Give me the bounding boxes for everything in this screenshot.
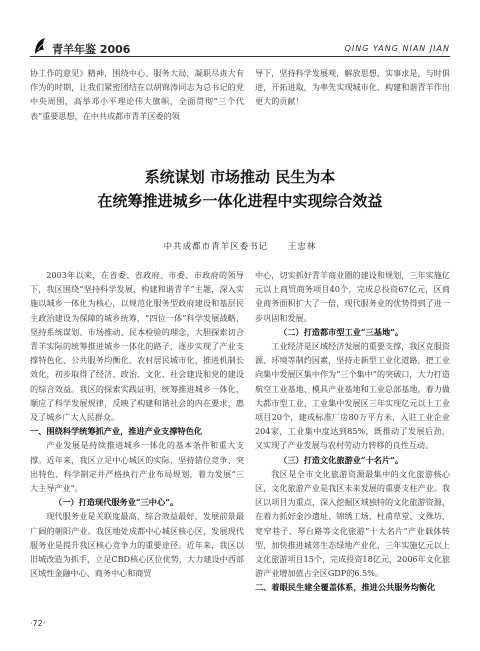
article-title-line-1: 系统谋划 市场推动 民生为本 bbox=[144, 168, 336, 186]
body-paragraph: 2003年以来，在省委、省政府、市委、市政府的领导下，我区围绕“坚持科学发展，构建和谐青羊”主题，深入实施以城乡一体化为核心，以规范化服务型政府建设和基层民主政治建设为保障的城乡统筹，“四位一体”科学发展战略，坚持系统谋划、市场推动、民本检验的理念，大胆探索切合青羊实际的统筹推进城乡一体化的路子，逐步实现了产业支撑特色化、公共服务均衡化、农村居民城市化、推进机制长效化，初步取得了经济、政治、文化、社会建设和党的建设的综合效益。我区的探索实践证明，统筹推进城乡一体化，顺应了科学发展规律，反映了构建和谐社会的内在要求，惠及了城乡广大人民群众。 bbox=[30, 270, 244, 423]
subsection-heading: （二）打造都市型工业“三基地”。 bbox=[279, 326, 404, 337]
previous-article-right-column bbox=[255, 66, 450, 109]
body-paragraph-continued: 中心，切实抓好青羊商业圈的建设和规划，三年实施亿元以上商贸商务项目40个，完成总投资67亿元，区商业商务面积扩大了一倍，现代服务业的优势得到了进一步巩固和发展。 bbox=[255, 270, 450, 323]
journal-header-right: QING YANG NIAN JIAN bbox=[344, 44, 450, 53]
previous-article-text: 导下，坚持科学发展观，解放思想，实事求是，与时俱进，开拓进取，为率先实现城市化、构建和谐青羊作出更大的贡献！ bbox=[255, 68, 450, 107]
author-role: 中共成都市青羊区委书记 bbox=[163, 242, 269, 252]
author-name: 王忠林 bbox=[287, 242, 317, 252]
section-heading: 二、着眼民生建全覆盖体系，推进公共服务均衡化 bbox=[255, 582, 436, 593]
previous-article-text: 协工作的意见》精神，围绕中心、服务大局，凝职尽责大有作为的时期，让我们紧密团结在以胡锦涛同志为总书记的党中央周围，高举邓小平理论伟大旗帜，全面贯彻“三个代表”重要思想，在中共成都市青羊区委的领 bbox=[30, 68, 244, 121]
header-divider bbox=[30, 56, 450, 57]
subsection-heading: （一）打造现代服务业“三中心”。 bbox=[54, 497, 179, 508]
article-title bbox=[30, 166, 450, 212]
previous-article-left-column bbox=[30, 66, 244, 123]
article-title-line-2: 在统筹推进城乡一体化进程中实现综合效益 bbox=[97, 192, 383, 210]
journal-logo-icon bbox=[32, 36, 50, 56]
article-body-right-column bbox=[255, 268, 450, 595]
body-paragraph: 产业发展是持续推进城乡一体化的基本条件和重大支撑。近年来，我区立足中心城区的实际，坚持错位竞争、突出特色、科学制定并严格执行产业布局规划，着力发展“三大主导产业”。 bbox=[30, 440, 244, 494]
author-byline bbox=[30, 240, 450, 252]
section-heading: 一、围绕科学统筹抓产业，推进产业支撑特色化 bbox=[30, 426, 202, 437]
body-paragraph: 工业经济是区域经济发展的重要支撑，我区克服资源、环境等制约因素，坚持走新型工业化道路，把工业向集中发展区集中作为“三个集中”的突破口，大力打造航空工业基地、模具产业基地和工业总部基地，着力做大都市型工业、工业集中发展区三年实现亿元以上工业项目20个，建成标准厂房80万平方米，入驻工业企业204家，工业集中度达到85%，既推动了发展后劲，又实现了产业发展与农村劳动力转移的良性互动。 bbox=[255, 341, 450, 451]
article-body-left-column bbox=[30, 268, 244, 580]
journal-title: 青羊年鉴 2006 bbox=[52, 43, 131, 56]
subsection-heading: （三）打造文化旅游业“十名片”。 bbox=[279, 454, 404, 465]
page-number: ·72· bbox=[30, 619, 46, 628]
body-paragraph: 现代服务业是关联度最高，综合效益最好，发展前景最广阔的朝阳产业。我区地处成都中心城区核心区，发展现代服务业是提升我区核心竞争力的重要途径。近年来，我区以旧城改造为抓手，立足CBD核心区位优势，大力建设中西部区域性金融中心、商务中心和商贸 bbox=[30, 511, 244, 579]
body-paragraph: 我区是全市文化旅游资源最集中的文化旅游核心区，文化旅游产业是我区未来发展的重要支柱产业。我区以项目为重点，深入挖掘区域独特的文化旅游资源，在着力抓好金沙遗址、锦绣工场、杜甫草堂、文殊坊、宽窄巷子、琴台路等文化旅游“十大名片”产业载体转型，加快推进城郊生态绿地产业化，三年实施亿元以上文化旅游项目15个，完成投资18亿元，2006年文化旅游产业增加值占全区GDP的6.5%。 bbox=[255, 468, 450, 579]
journal-header bbox=[32, 36, 130, 56]
